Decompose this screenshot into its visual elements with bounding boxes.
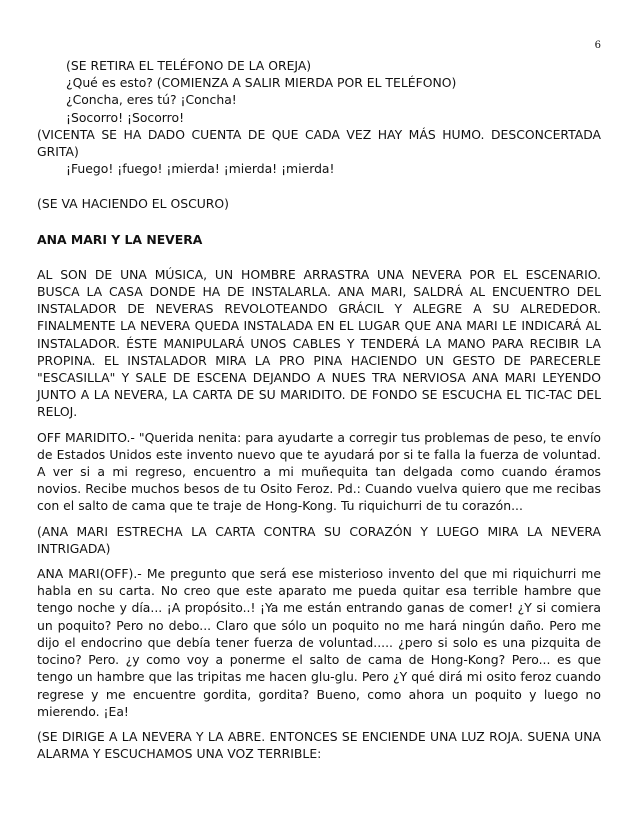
- dialogue-line: ¿Qué es esto? (COMIENZA A SALIR MIERDA POR EL TELÉFONO): [66, 75, 457, 91]
- stage-direction-line: (SE RETIRA EL TELÉFONO DE LA OREJA): [66, 58, 312, 73]
- script-body: [37, 57, 601, 762]
- dialogue-line: ¡Socorro! ¡Socorro!: [66, 109, 185, 125]
- stage-direction-fridge: (SE DIRIGE A LA NEVERA Y LA ABRE. ENTONCES SE ENCIENDE UNA LUZ ROJA. SUENA UNA ALARMA Y ESCUCHAMOS UNA VOZ TERRIBLE:: [37, 728, 601, 762]
- scene-intro-paragraph: AL SON DE UNA MÚSICA, UN HOMBRE ARRASTRA UNA NEVERA POR EL ESCENARIO. BUSCA LA CASA DONDE HA DE INSTALARLA. ANA MARI, SALDRÁ AL ENCUENTRO DEL INSTALADOR DE NEVERAS REVOLOTEANDO GRÁCIL Y ALEGRE A SU ALREDEDOR. FINALMENTE LA NEVERA QUEDA INSTALADA EN EL LUGAR QUE ANA MARI LE INDICARÁ AL INSTALADOR. ÉSTE MANIPULARÁ UNOS CABLES Y TENDERÁ LA MANO PARA RECIBIR LA PROPINA. EL INSTALADOR MIRA LA PRO PINA HACIENDO UN GESTO DE PARECERLE "ESCASILLA" Y SALE DE ESCENA DEJANDO A NUES TRA NERVIOSA ANA MARI LEYENDO JUNTO A LA NEVERA, LA CARTA DE SU MARIDITO. DE FONDO SE ESCUCHA EL TIC-TAC DEL RELOJ.: [37, 266, 601, 420]
- dialogue-fuego: ¡Fuego! ¡fuego! ¡mierda! ¡mierda! ¡mierda!: [66, 161, 335, 177]
- dialogue-line: ¿Concha, eres tú? ¡Concha!: [66, 92, 237, 108]
- off-maridito-paragraph: OFF MARIDITO.- "Querida nenita: para ayudarte a corregir tus problemas de peso, te envío de Estados Unidos este invento nuevo que te ayudará por si te falla la fuerza de voluntad. A ver si a mi regreso, encuentro a mi muñequita tan delgada como cuando éramos novios. Recibe muchos besos de tu Osito Feroz. Pd.: Cuando vuelva quiero que me recibas con el salto de cama que te traje de Hong-Kong. Tu riquichurri de tu corazón...: [37, 429, 601, 514]
- ana-mari-off-paragraph: ANA MARI(OFF).- Me pregunto que será ese misterioso invento del que mi riquichurri me habla en su carta. No creo que este aparato me pueda quitar esa terrible hambre que tengo noche y día... ¡A propósito..! ¡Ya me están entrando ganas de comer! ¿Y si comiera un poquito? Pero no debo... Claro que sólo un poquito no me hará ningún daño. Pero me dijo el endocrino que debía tener fuerza de voluntad..... ¿pero si solo es una pizquita de tocino? Pero. ¿y como voy a ponerme el salto de cama de Hong-Kong? Pero... es que tengo un hambre que las tripitas me hacen glu-glu. Pero ¿Y qué dirá mi osito feroz cuando regrese y me encuentre gordita, gordita? Bueno, como ahora un poquito y luego no mierendo. ¡Ea!: [37, 566, 601, 719]
- stage-direction-vicenta: (VICENTA SE HA DADO CUENTA DE QUE CADA VEZ HAY MÁS HUMO. DESCONCERTADA GRITA): [37, 126, 601, 160]
- scene-title: ANA MARI Y LA NEVERA: [37, 231, 203, 247]
- stage-direction-oscuro: (SE VA HACIENDO EL OSCURO): [37, 196, 229, 212]
- page-number: 6: [594, 40, 601, 51]
- stage-direction-letter: (ANA MARI ESTRECHA LA CARTA CONTRA SU CORAZÓN Y LUEGO MIRA LA NEVERA INTRIGADA): [37, 523, 601, 556]
